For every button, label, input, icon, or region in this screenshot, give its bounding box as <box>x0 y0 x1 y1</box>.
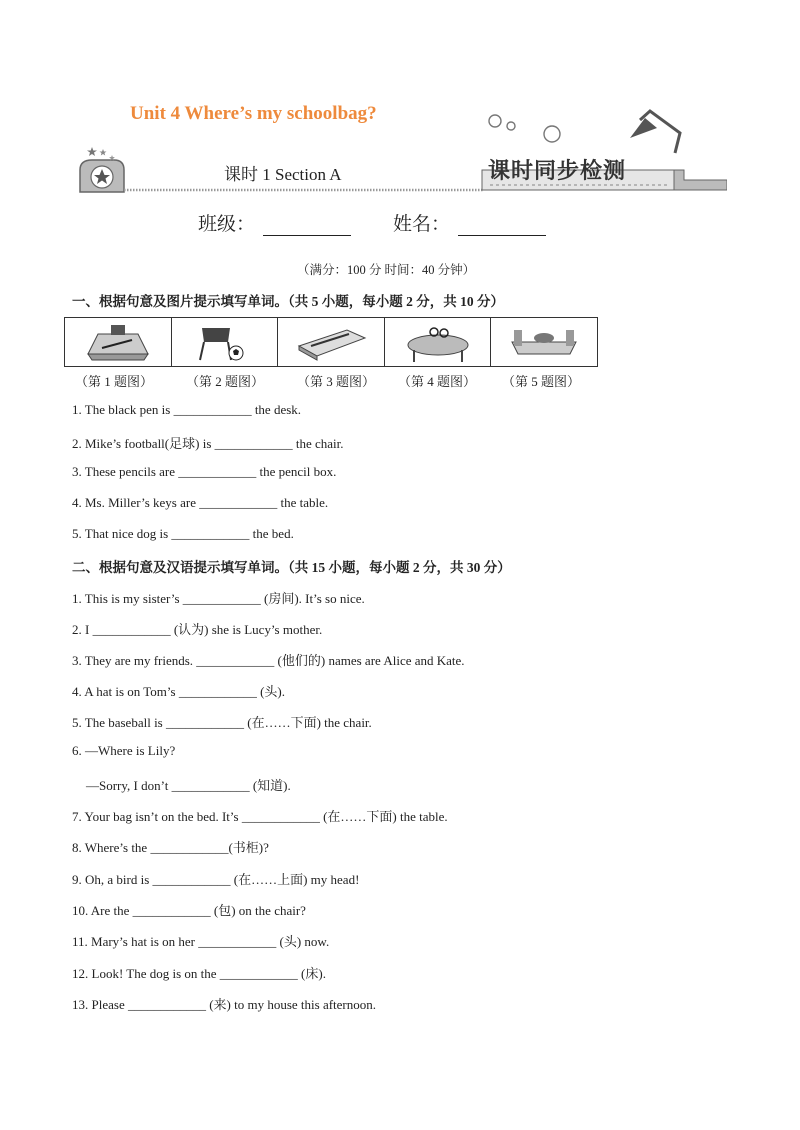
s2-question-6: 6. —Where is Lily? <box>72 743 176 758</box>
caption-2: （第 2 题图） <box>186 374 265 389</box>
section2-heading: 二、根据句意及汉语提示填写单词。（共 15 小题，每小题 2 分，共 30 分） <box>72 560 511 575</box>
name-field[interactable] <box>393 209 546 236</box>
lamp-bubbles-icon <box>485 108 685 158</box>
s2-question-7[interactable]: 7. Your bag isn’t on the bed. It’s ____________ (在……下面) the table. <box>72 809 448 824</box>
picture-1 <box>65 318 172 366</box>
lesson-label: 课时 1 Section A <box>224 165 342 184</box>
unit-title: Unit 4 Where’s my schoolbag? <box>130 103 377 124</box>
picture-5 <box>491 318 597 366</box>
class-blank[interactable] <box>263 215 351 236</box>
caption-4: （第 4 题图） <box>398 374 477 389</box>
s1-question-5[interactable]: 5. That nice dog is ____________ the bed. <box>72 526 294 541</box>
keys-on-table-icon <box>398 320 478 364</box>
s2-question-2[interactable]: 2. I ____________ (认为) she is Lucy’s mother. <box>72 622 323 637</box>
s2-question-4[interactable]: 4. A hat is on Tom’s ____________ (头). <box>72 684 285 699</box>
name-label: 姓名： <box>393 213 451 235</box>
s1-question-2[interactable]: 2. Mike’s football(足球) is ____________ the chair. <box>72 436 344 451</box>
sync-check-label: 课时同步检测 <box>488 158 627 183</box>
s2-question-1[interactable]: 1. This is my sister’s ____________ (房间). It’s so nice. <box>72 591 365 606</box>
s2-question-11[interactable]: 11. Mary’s hat is on her ____________ (头) now. <box>72 934 330 949</box>
s2-question-13[interactable]: 13. Please ____________ (来) to my house this afternoon. <box>72 997 377 1012</box>
star-badge-icon <box>80 147 124 192</box>
s2-question-6-reply[interactable]: —Sorry, I don’t ____________ (知道). <box>86 778 291 793</box>
s1-question-4[interactable]: 4. Ms. Miller’s keys are ____________ the table. <box>72 495 329 510</box>
picture-2 <box>172 318 279 366</box>
s1-question-3[interactable]: 3. These pencils are ____________ the pencil box. <box>72 464 337 479</box>
s2-question-12[interactable]: 12. Look! The dog is on the ____________ (床). <box>72 966 326 981</box>
pencil-box-icon <box>291 320 371 364</box>
caption-3: （第 3 题图） <box>297 374 376 389</box>
football-chair-icon <box>184 320 264 364</box>
section1-heading: 一、根据句意及图片提示填写单词。（共 5 小题，每小题 2 分，共 10 分） <box>72 294 504 309</box>
s2-question-5[interactable]: 5. The baseball is ____________ (在……下面) the chair. <box>72 715 372 730</box>
s2-question-9[interactable]: 9. Oh, a bird is ____________ (在……上面) my head! <box>72 872 360 887</box>
pen-on-desk-icon <box>78 320 158 364</box>
caption-5: （第 5 题图） <box>502 374 581 389</box>
picture-4 <box>385 318 492 366</box>
name-blank[interactable] <box>458 215 546 236</box>
score-time-note: （满分：100 分 时间：40 分钟） <box>297 263 476 277</box>
class-label: 班级： <box>198 213 256 235</box>
s2-question-3[interactable]: 3. They are my friends. ____________ (他们的) names are Alice and Kate. <box>72 653 465 668</box>
s2-question-10[interactable]: 10. Are the ____________ (包) on the chair? <box>72 903 306 918</box>
s2-question-8[interactable]: 8. Where’s the ____________(书柜)? <box>72 840 269 855</box>
s1-question-1[interactable]: 1. The black pen is ____________ the desk. <box>72 402 302 417</box>
dog-on-bed-icon <box>504 320 584 364</box>
class-field[interactable] <box>198 209 351 236</box>
picture-table <box>64 317 598 367</box>
picture-3 <box>278 318 385 366</box>
caption-1: （第 1 题图） <box>75 374 154 389</box>
